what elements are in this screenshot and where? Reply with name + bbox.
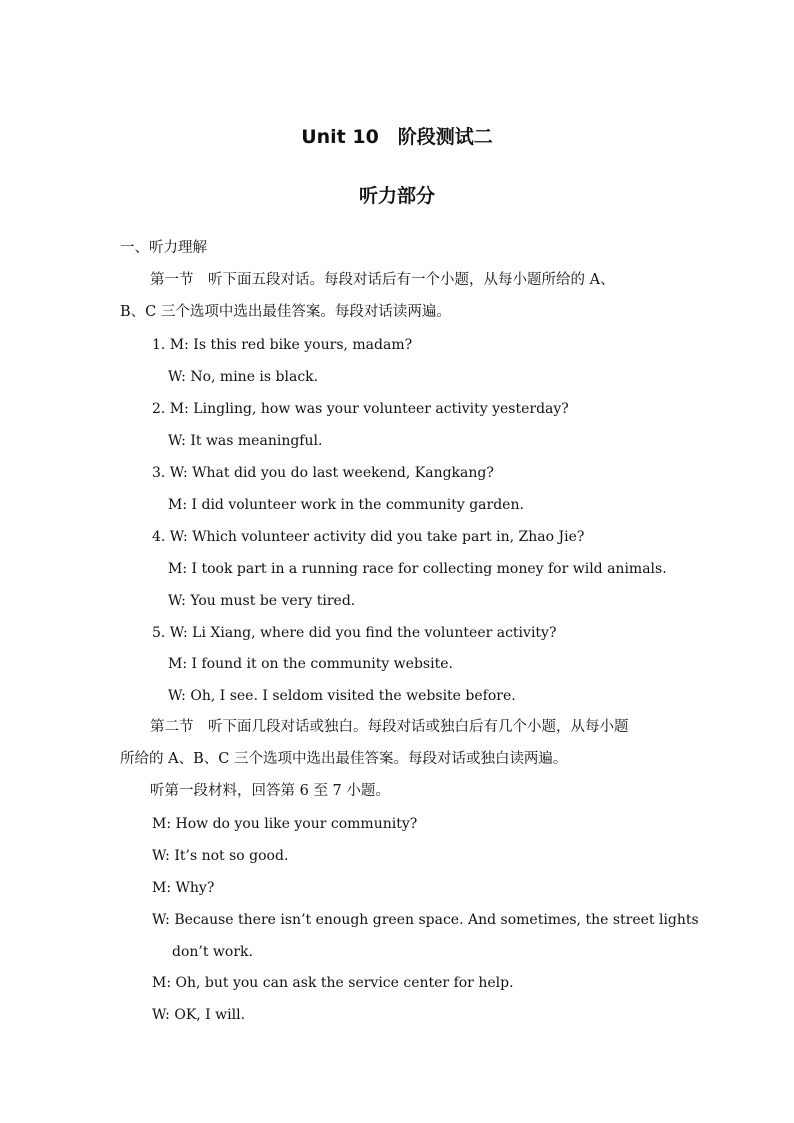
part1-instruction-line1: 第一节 听下面五段对话。每段对话后有一个小题，从每小题所给的 A、: [150, 272, 615, 288]
dialogue-line: M: Oh, but you can ask the service center for help.: [152, 975, 514, 991]
part2-instruction-line1: 第二节 听下面几段对话或独白。每段对话或独白后有几个小题，从每小题: [150, 719, 629, 735]
dialogue-line: M: Why?: [152, 880, 215, 896]
page-title: Unit 10 阶段测试二: [301, 126, 493, 148]
dialogue-4-line-1: 4. W: Which volunteer activity did you take part in, Zhao Jie?: [152, 529, 585, 545]
section-heading: 一、听力理解: [120, 240, 207, 256]
dialogue-5-line-2: M: I found it on the community website.: [168, 656, 453, 672]
dialogue-1-line-1: 1. M: Is this red bike yours, madam?: [152, 337, 413, 353]
part2-instruction-line2: 所给的 A、B、C 三个选项中选出最佳答案。每段对话或独白读两遍。: [120, 751, 568, 767]
dialogue-2-line-1: 2. M: Lingling, how was your volunteer activity yesterday?: [152, 401, 569, 417]
section-title: 听力部分: [358, 185, 435, 207]
dialogue-5-line-3: W: Oh, I see. I seldom visited the website before.: [168, 688, 516, 704]
dialogue-3-line-2: M: I did volunteer work in the community garden.: [168, 497, 524, 513]
dialogue-line: W: OK, I will.: [152, 1007, 246, 1023]
dialogue-line-continuation: don’t work.: [172, 944, 253, 960]
material-heading: 听第一段材料，回答第 6 至 7 小题。: [150, 783, 390, 799]
dialogue-5-line-1: 5. W: Li Xiang, where did you find the volunteer activity?: [152, 625, 557, 641]
dialogue-4-line-2: M: I took part in a running race for collecting money for wild animals.: [168, 561, 667, 577]
dialogue-4-line-3: W: You must be very tired.: [168, 593, 356, 609]
dialogue-line: W: It’s not so good.: [152, 848, 289, 864]
dialogue-1-line-2: W: No, mine is black.: [168, 369, 319, 385]
dialogue-line: M: How do you like your community?: [152, 816, 418, 832]
part1-instruction-line2: B、C 三个选项中选出最佳答案。每段对话读两遍。: [120, 304, 451, 320]
dialogue-2-line-2: W: It was meaningful.: [168, 433, 323, 449]
dialogue-line: W: Because there isn’t enough green space. And sometimes, the street lights: [152, 912, 699, 928]
dialogue-3-line-1: 3. W: What did you do last weekend, Kangkang?: [152, 465, 494, 481]
